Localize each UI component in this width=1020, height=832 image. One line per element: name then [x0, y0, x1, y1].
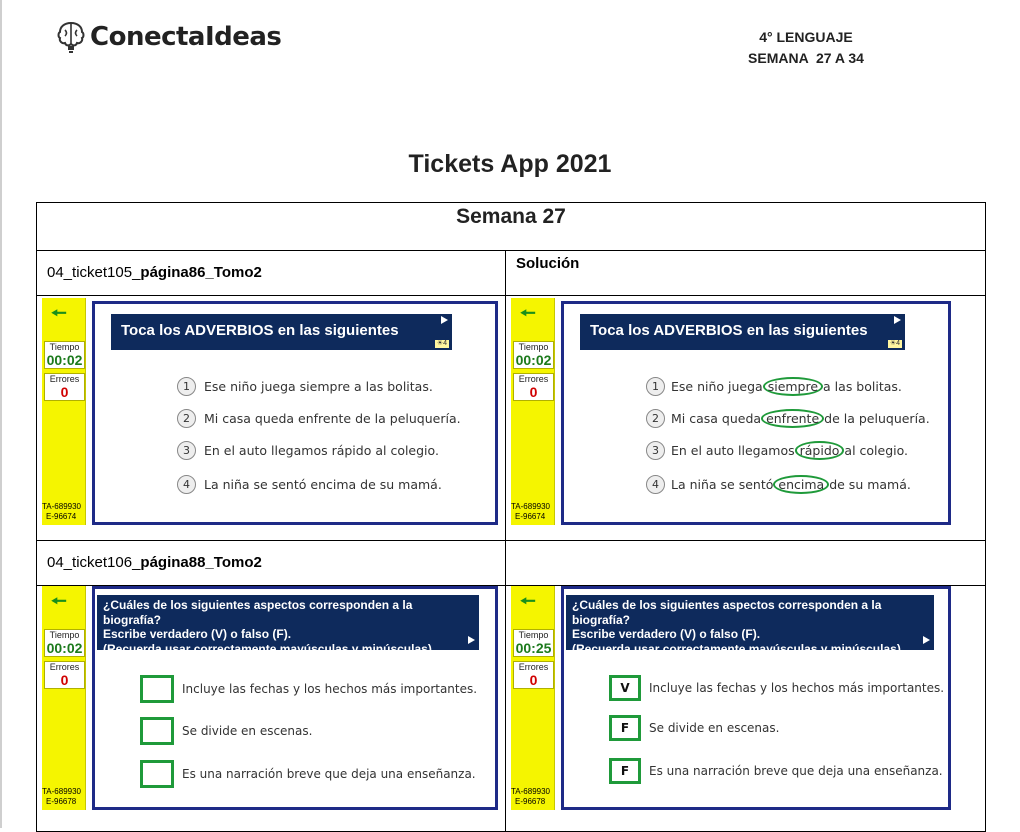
question-frame [561, 301, 951, 525]
answer-input[interactable]: V [609, 675, 641, 701]
hint-badge[interactable]: ☀4 [436, 340, 447, 347]
option-item[interactable]: 3 En el auto llegamos rápido al colegio. [646, 441, 908, 460]
question-screenshot [37, 586, 506, 832]
back-arrow-icon[interactable]: 🠔 [520, 303, 536, 323]
course-weeks: SEMANA 27 A 34 [748, 50, 864, 66]
true-false-item: F Se divide en escenas. [609, 715, 779, 741]
ticket-ids: TA-689930 E-96678 [511, 787, 550, 806]
selected-adverb: rápido [795, 441, 845, 460]
week-heading: Semana 27 [37, 203, 986, 251]
ticket-ids: TA-689930 E-96674 [511, 502, 550, 521]
question-frame [561, 586, 951, 810]
true-false-item: F Es una narración breve que deja una enseñanza. [609, 758, 943, 784]
tickets-table [36, 202, 986, 832]
option-item[interactable]: 2 Mi casa queda enfrente de la peluquería. [646, 409, 930, 428]
selected-adverb: encima [773, 475, 829, 494]
brain-icon [56, 20, 86, 54]
selected-adverb: enfrente [761, 409, 824, 428]
page-margin-line [0, 0, 2, 828]
question-frame [92, 586, 498, 810]
errors-box: Errores 0 [513, 373, 554, 401]
answer-input[interactable] [140, 675, 174, 703]
answer-input[interactable] [140, 717, 174, 745]
option-item[interactable]: 2 Mi casa queda enfrente de la peluquería. [177, 409, 461, 428]
true-false-item: Es una narración breve que deja una enseñanza. [140, 760, 476, 788]
back-arrow-icon[interactable]: 🠔 [51, 591, 67, 611]
course-info [736, 27, 876, 69]
course-grade: 4° LENGUAJE [759, 29, 853, 45]
option-item[interactable]: 4 La niña se sentó encima de su mamá. [646, 475, 911, 494]
back-arrow-icon[interactable]: 🠔 [520, 591, 536, 611]
timer-box: Tiempo 00:02 [513, 341, 554, 369]
question-prompt: ¿Cuáles de los siguientes aspectos corresponden a la biografía? Escribe verdadero (V) o falso (F). (Recuerda usar correctamente mayúsculas y minúsculas). [566, 595, 934, 650]
true-false-item: Incluye las fechas y los hechos más importantes. [140, 675, 477, 703]
app-sidebar [511, 298, 555, 525]
ticket-label: 04_ticket105_página86_Tomo2 [37, 251, 506, 296]
true-false-item: Se divide en escenas. [140, 717, 312, 745]
document-title: Tickets App 2021 [408, 150, 612, 178]
solution-heading: Solución [506, 251, 986, 296]
true-false-item: V Incluye las fechas y los hechos más importantes. [609, 675, 944, 701]
logo-text: ConectaIdeas [90, 22, 282, 52]
question-frame [92, 301, 498, 525]
play-icon[interactable] [468, 636, 475, 644]
timer-box: Tiempo 00:02 [44, 629, 85, 657]
play-icon[interactable] [894, 316, 901, 324]
ticket-ids: TA-689930 E-96678 [42, 787, 81, 806]
option-item[interactable]: 4 La niña se sentó encima de su mamá. [177, 475, 442, 494]
question-prompt: Toca los ADVERBIOS en las siguientes oraciones. ☀4 [580, 314, 905, 350]
option-item[interactable]: 3 En el auto llegamos rápido al colegio. [177, 441, 439, 460]
logo [56, 20, 281, 54]
hint-badge[interactable]: ☀4 [889, 340, 900, 347]
back-arrow-icon[interactable]: 🠔 [51, 303, 67, 323]
question-prompt: Toca los ADVERBIOS en las siguientes oraciones. ☀4 [111, 314, 452, 350]
question-prompt: ¿Cuáles de los siguientes aspectos corresponden a la biografía? Escribe verdadero (V) o falso (F). (Recuerda usar correctamente mayúsculas y minúsculas). [97, 595, 479, 650]
errors-box: Errores 0 [513, 661, 554, 689]
question-screenshot [37, 296, 506, 541]
timer-box: Tiempo 00:02 [44, 341, 85, 369]
solution-screenshot [506, 586, 986, 832]
app-sidebar [511, 586, 555, 810]
solution-screenshot [506, 296, 986, 541]
errors-box: Errores 0 [44, 373, 85, 401]
empty-cell [506, 541, 986, 586]
app-sidebar [42, 586, 86, 810]
answer-input[interactable]: F [609, 758, 641, 784]
play-icon[interactable] [923, 636, 930, 644]
errors-box: Errores 0 [44, 661, 85, 689]
option-item[interactable]: 1 Ese niño juega siempre a las bolitas. [177, 377, 433, 396]
ticket-ids: TA-689930 E-96674 [42, 502, 81, 521]
selected-adverb: siempre [763, 377, 823, 396]
app-sidebar [42, 298, 86, 525]
option-item[interactable]: 1 Ese niño juega siempre a las bolitas. [646, 377, 902, 396]
play-icon[interactable] [441, 316, 448, 324]
answer-input[interactable]: F [609, 715, 641, 741]
timer-box: Tiempo 00:25 [513, 629, 554, 657]
answer-input[interactable] [140, 760, 174, 788]
ticket-label: 04_ticket106_página88_Tomo2 [37, 541, 506, 586]
